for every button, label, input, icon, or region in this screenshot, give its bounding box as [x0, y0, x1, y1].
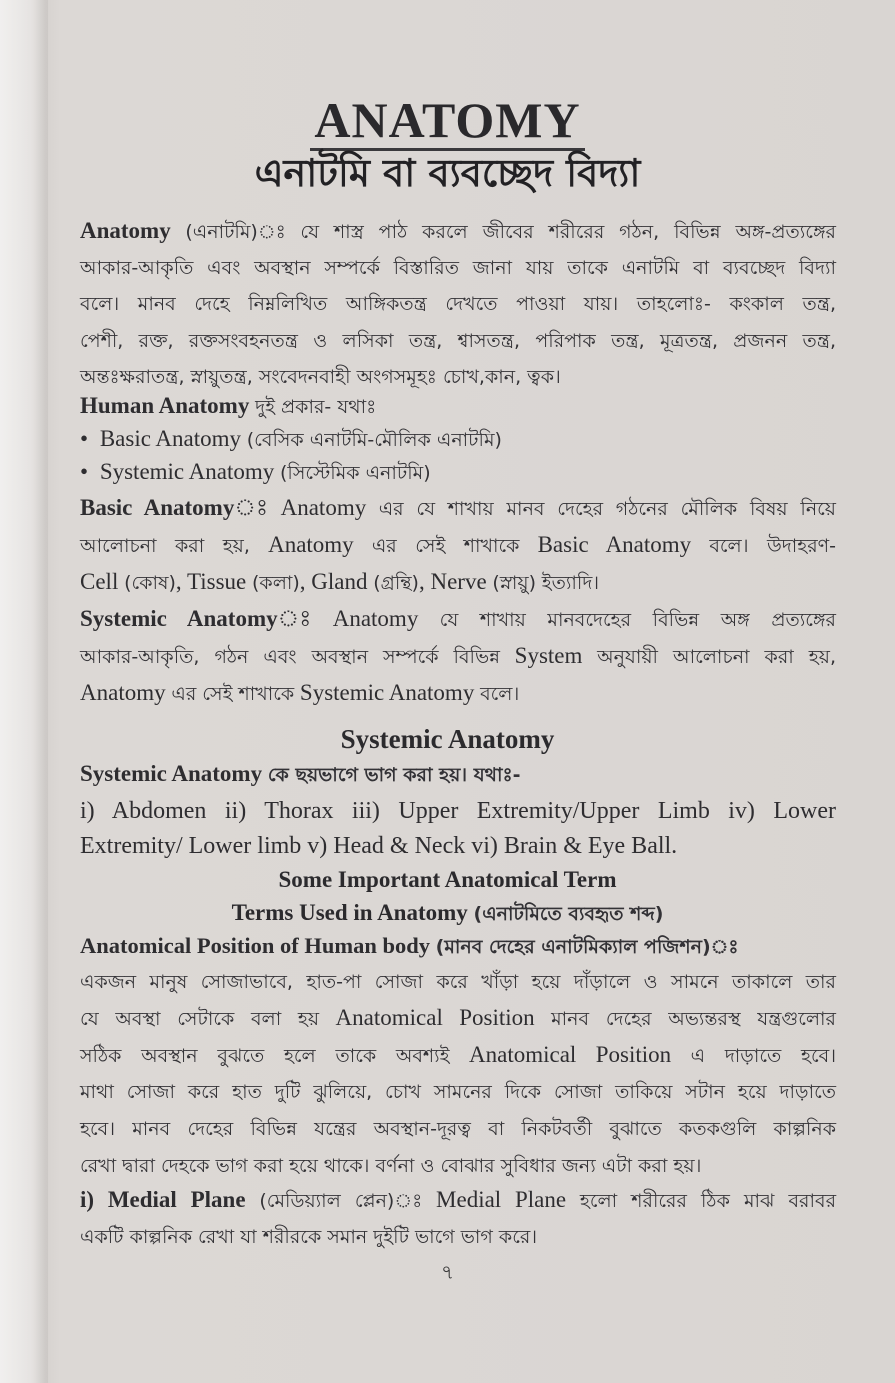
terms-subtitle-en: Terms Used in Anatomy — [231, 900, 468, 925]
page-subtitle: এনাটমি বা ব্যবচ্ছেদ বিদ্যা — [254, 151, 641, 195]
terms-subtitle-bn: (এনাটমিতে ব্যবহৃত শব্দ) — [473, 903, 664, 925]
anatomical-position-bn: (মানব দেহের এনাটমিক্যাল পজিশন)ঃ — [435, 936, 739, 958]
intro-line-2: আকার-আকৃতি এবং অবস্থান সম্পর্কে বিস্তারিত জানা যায় তাকে এনাটমি বা ব্যবচ্ছেদ বিদ্যা — [80, 257, 836, 279]
example-bn: (স্নায়ু) — [492, 572, 536, 594]
basic-anatomy-line-1 — [80, 493, 836, 524]
systemic-def-line-2 — [80, 641, 836, 672]
type-name-bn: (সিস্টেমিক এনাটমি) — [279, 462, 431, 484]
section-title-terms: Some Important Anatomical Term — [278, 867, 617, 892]
type-name: Basic Anatomy — [99, 426, 241, 451]
text-span: Anatomical Position — [335, 1005, 535, 1030]
medial-plane-line-2: একটি কাল্পনিক রেখা যা শরীরকে সমান দুইটি ভাগে ভাগ করে। — [80, 1226, 538, 1248]
intro-line-5: অন্তঃক্ষরাতন্ত্র, স্নায়ুতন্ত্র, সংবেদনবাহী অংগসমূহঃ চোখ,কান, ত্বক। — [80, 366, 561, 388]
medial-plane-term: i) Medial Plane — [80, 1187, 246, 1212]
text-span: আকার-আকৃতি, গঠন এবং অবস্থান সম্পর্কে বিভিন্ন — [80, 646, 500, 668]
type-name-bn: (বেসিক এনাটমি-মৌলিক এনাটমি) — [246, 429, 502, 451]
medial-plane-line-1 — [80, 1185, 836, 1216]
medial-plane-bn: (মেডিয়্যাল প্লেন)ঃ — [259, 1190, 423, 1212]
human-anatomy-heading-bn: দুই প্রকার- যথাঃ — [255, 396, 377, 418]
text-span: মানব দেহের অভ্যন্তরস্থ যন্ত্রগুলোর — [551, 1008, 836, 1030]
intro-line-3: বলে। মানব দেহে নিম্নলিখিত আঙ্গিকতন্ত্র দেখতে পাওয়া যায়। তাহলোঃ- কংকাল তন্ত্র, — [80, 293, 836, 315]
example-bn: (কলা) — [252, 572, 300, 594]
page-title — [0, 92, 895, 148]
type-list-item — [80, 457, 836, 488]
systemic-parts-line-1: i) Abdomen ii) Thorax iii) Upper Extremity/Upper Limb iv) Lower — [80, 798, 836, 824]
text-span: ঃ Anatomy — [277, 606, 419, 631]
systemic-intro — [80, 759, 836, 790]
type-name: Systemic Anatomy — [99, 459, 275, 484]
binding-shadow — [0, 0, 48, 1383]
anatomical-position-heading — [80, 931, 836, 962]
anatomical-position-line-5: হবে। মানব দেহের বিভিন্ন যন্ত্রের অবস্থান-দূরত্ব বা নিকটবর্তী বুঝাতে কতকগুলি কাল্পনিক — [80, 1118, 836, 1140]
systemic-intro-term: Systemic Anatomy — [80, 761, 263, 786]
text-span: এ দাড়াতে হবে। — [690, 1045, 836, 1067]
basic-anatomy-line-2 — [80, 530, 836, 561]
systemic-intro-bn: কে ছয়ভাগে ভাগ করা হয়। যথাঃ- — [267, 764, 521, 786]
human-anatomy-heading — [80, 391, 836, 422]
text-span: বলে। — [480, 683, 520, 705]
anatomical-position-line-6: রেখা দ্বারা দেহকে ভাগ করা হয়ে থাকে। বর্ণনা ও বোঝার সুবিধার জন্য এটা করা হয়। — [80, 1155, 702, 1177]
type-list-item — [80, 424, 836, 455]
example-bn: (কোষ) — [124, 572, 176, 594]
intro-line-1 — [80, 216, 836, 247]
text-span: হলো শরীরের ঠিক মাঝ বরাবর — [579, 1190, 837, 1212]
anatomical-position-term: Anatomical Position of Human body — [80, 933, 431, 958]
text-span: Anatomy — [268, 532, 354, 557]
basic-anatomy-examples: Cell (কোষ), Tissue (কলা), Gland (গ্রন্থি), Nerve (স্নায়ু) ইত্যাদি। — [80, 569, 600, 594]
systemic-parts-line-2: Extremity/ Lower limb v) Head & Neck vi) Brain & Eye Ball. — [80, 833, 678, 859]
anatomical-position-line-4: মাথা সোজা করে হাত দুটি ঝুলিয়ে, চোখ সামনের দিকে সোজা তাকিয়ে সটান হয়ে দাড়াতে — [80, 1081, 836, 1103]
example-bn: (গ্রন্থি) — [373, 572, 419, 594]
text-span: Basic Anatomy — [537, 532, 692, 557]
basic-anatomy-term: Basic Anatomy — [80, 495, 235, 520]
page-title-text: ANATOMY — [310, 92, 584, 151]
text-span: এর যে শাখায় মানব দেহের গঠনের মৌলিক বিষয় নিয়ে — [378, 498, 837, 520]
text-span: অনুযায়ী আলোচনা করা হয়, — [597, 646, 836, 668]
intro-text: যে শাস্ত্র পাঠ করলে জীবের শরীরের গঠন, বিভিন্ন অঙ্গ-প্রত্যঙ্গের — [300, 221, 836, 243]
systemic-anatomy-term: Systemic Anatomy — [80, 606, 278, 631]
text-span: যে অবস্থা সেটাকে বলা হয় — [80, 1008, 320, 1030]
text-span: System — [514, 643, 583, 668]
terms-subtitle — [0, 898, 895, 929]
example-en: Cell — [80, 569, 119, 594]
intro-term: Anatomy — [80, 218, 171, 243]
text-span: Anatomical Position — [469, 1042, 672, 1067]
systemic-def-line-3 — [80, 678, 836, 709]
text-span: সঠিক অবস্থান বুঝতে হলে তাকে অবশ্যই — [80, 1045, 450, 1067]
text-span: যে শাখায় মানবদেহের বিভিন্ন অঙ্গ প্রত্যঙ্গের — [439, 609, 836, 631]
intro-term-bn: (এনাটমি)ঃ — [185, 221, 286, 243]
example-en: Nerve — [430, 569, 487, 594]
text-span: Medial Plane — [436, 1187, 567, 1212]
text-span: এর সেই শাখাকে — [171, 683, 295, 705]
example-en: Gland — [311, 569, 368, 594]
anatomical-position-line-3 — [80, 1040, 836, 1071]
section-title-systemic: Systemic Anatomy — [340, 724, 555, 754]
anatomical-position-line-2 — [80, 1003, 836, 1034]
text-span: বলে। উদাহরণ- — [709, 535, 837, 557]
systemic-def-line-1 — [80, 604, 836, 635]
text-span: এর সেই শাখাকে — [371, 535, 520, 557]
intro-line-4: পেশী, রক্ত, রক্তসংবহনতন্ত্র ও লসিকা তন্ত্র, শ্বাসতন্ত্র, পরিপাক তন্ত্র, মূত্রতন্ত্র, প্রজনন তন্ত্র, — [80, 330, 836, 352]
text-span: আলোচনা করা হয়, — [80, 535, 250, 557]
page-number: ৭ — [440, 1260, 454, 1284]
text-span: ঃ Anatomy — [234, 495, 367, 520]
text-span: Systemic Anatomy — [299, 680, 475, 705]
human-anatomy-term: Human Anatomy — [80, 393, 250, 418]
examples-end: ইত্যাদি। — [541, 572, 600, 594]
text-span: Anatomy — [80, 680, 166, 705]
example-en: Tissue — [187, 569, 247, 594]
anatomical-position-line-1: একজন মানুষ সোজাভাবে, হাত-পা সোজা করে খাঁড়া হয়ে দাঁড়ালে ও সামনে তাকালে তার — [80, 971, 836, 993]
